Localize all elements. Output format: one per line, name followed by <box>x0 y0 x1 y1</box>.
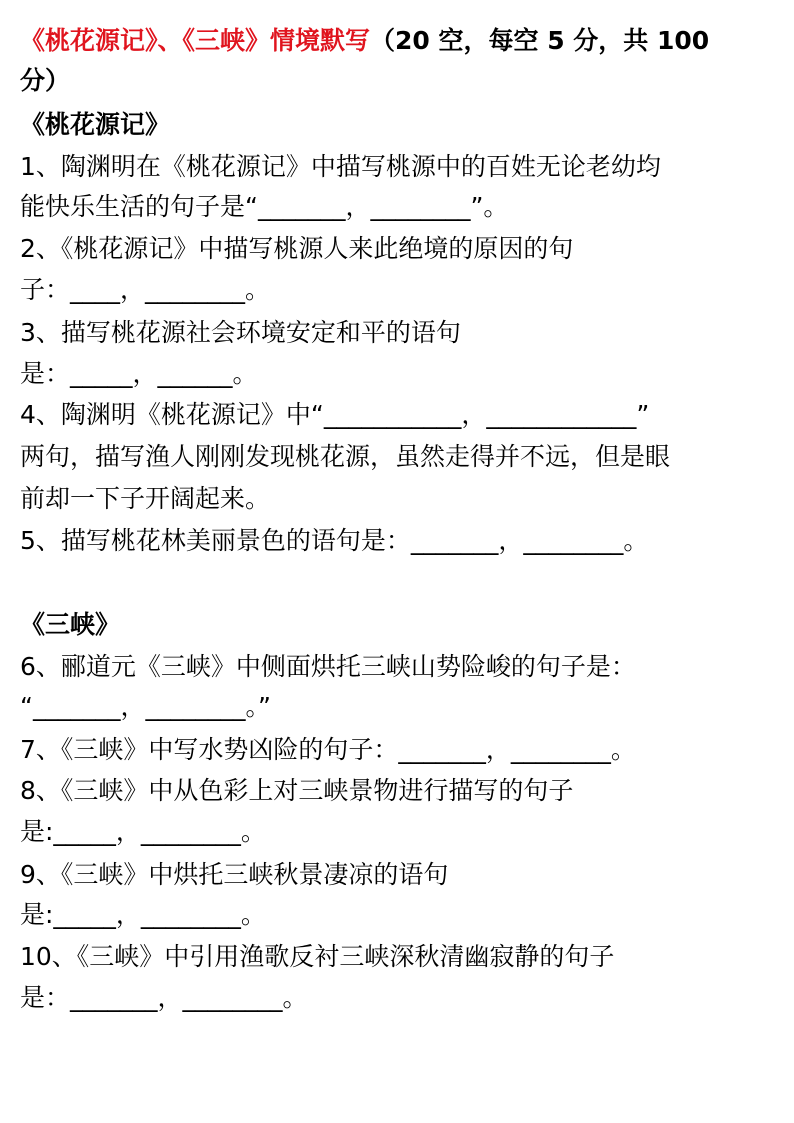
title-score-info: （20 空，每空 5 分，共 100 <box>370 26 710 55</box>
question-9-line-2: 是:_____，________。 <box>20 900 266 929</box>
question-1-line-1: 1、陶渊明在《桃花源记》中描写桃源中的百姓无论老幼均 <box>20 152 661 181</box>
worksheet-title <box>20 24 774 58</box>
question-9-line-1: 9、《三峡》中烘托三峡秋景凄凉的语句 <box>20 860 449 889</box>
question-7-line-1: 7、《三峡》中写水势凶险的句子：_______，________。 <box>20 735 636 764</box>
question-6-line-1: 6、郦道元《三峡》中侧面烘托三峡山势险峻的句子是： <box>20 652 636 681</box>
title-continuation: 分） <box>20 66 71 95</box>
question-4-line-2: 两句，描写渔人刚刚发现桃花源，虽然走得并不远，但是眼 <box>20 442 671 471</box>
question-2-line-2: 子：____，________。 <box>20 275 271 304</box>
question-3-line-1: 3、描写桃花源社会环境安定和平的语句 <box>20 318 461 347</box>
question-5-line-1: 5、描写桃花林美丽景色的语句是：_______，________。 <box>20 526 649 555</box>
question-8-line-2: 是:_____，________。 <box>20 817 266 846</box>
question-4-line-1: 4、陶渊明《桃花源记》中“___________，____________” <box>20 400 650 429</box>
question-2-line-1: 2、《桃花源记》中描写桃源人来此绝境的原因的句 <box>20 234 574 263</box>
title-main: 《桃花源记》、《三峡》情境默写 <box>20 26 371 55</box>
section-heading-taohuayuanji: 《桃花源记》 <box>20 110 171 139</box>
question-6-line-2: “_______，________。” <box>20 692 271 721</box>
section-heading-sanxia: 《三峡》 <box>20 610 121 639</box>
question-10-line-1: 10、《三峡》中引用渔歌反衬三峡深秋清幽寂静的句子 <box>20 942 615 971</box>
question-3-line-2: 是：_____，______。 <box>20 359 258 388</box>
question-10-line-2: 是：_______，________。 <box>20 983 308 1012</box>
question-8-line-1: 8、《三峡》中从色彩上对三峡景物进行描写的句子 <box>20 776 574 805</box>
question-4-line-3: 前却一下子开阔起来。 <box>20 484 271 513</box>
question-1-line-2: 能快乐生活的句子是“_______，________”。 <box>20 192 509 221</box>
